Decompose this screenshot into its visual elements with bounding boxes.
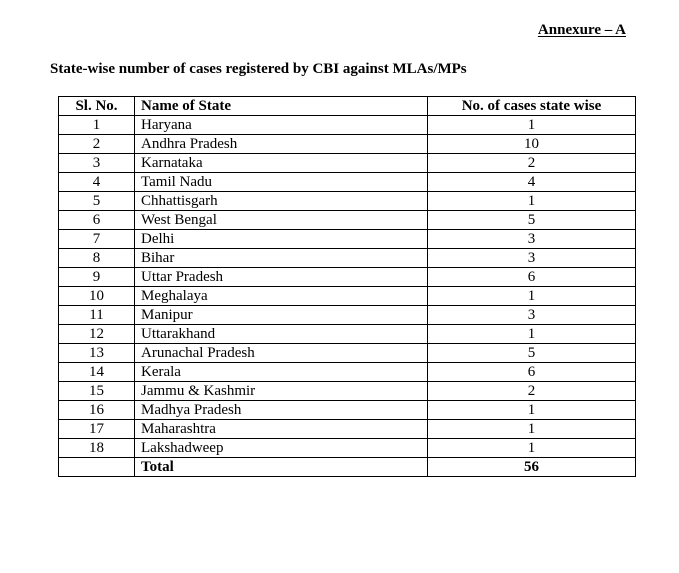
cell-sl-no: 4 bbox=[59, 173, 135, 192]
cell-sl-no: 13 bbox=[59, 344, 135, 363]
cell-cases: 10 bbox=[428, 135, 636, 154]
table-row bbox=[59, 249, 636, 268]
table-row bbox=[59, 287, 636, 306]
cell-cases: 6 bbox=[428, 363, 636, 382]
cell-state: Uttar Pradesh bbox=[135, 268, 428, 287]
cases-table bbox=[58, 96, 636, 477]
table-row bbox=[59, 344, 636, 363]
table-row bbox=[59, 173, 636, 192]
cell-cases: 6 bbox=[428, 268, 636, 287]
cell-sl-no: 7 bbox=[59, 230, 135, 249]
cell-cases: 1 bbox=[428, 439, 636, 458]
cell-state: Uttarakhand bbox=[135, 325, 428, 344]
cell-cases: 5 bbox=[428, 344, 636, 363]
cell-sl-no: 18 bbox=[59, 439, 135, 458]
cell-cases: 1 bbox=[428, 420, 636, 439]
cell-cases: 1 bbox=[428, 192, 636, 211]
table-row bbox=[59, 268, 636, 287]
cell-sl-no: 8 bbox=[59, 249, 135, 268]
table-row bbox=[59, 306, 636, 325]
cell-cases: 2 bbox=[428, 154, 636, 173]
cell-sl-no: 3 bbox=[59, 154, 135, 173]
total-value: 56 bbox=[428, 458, 636, 477]
table-row bbox=[59, 325, 636, 344]
cell-state: Bihar bbox=[135, 249, 428, 268]
cell-state: Chhattisgarh bbox=[135, 192, 428, 211]
cell-sl-no: 10 bbox=[59, 287, 135, 306]
cell-state: Lakshadweep bbox=[135, 439, 428, 458]
table-body bbox=[59, 116, 636, 458]
header-state: Name of State bbox=[135, 97, 428, 116]
cell-state: Andhra Pradesh bbox=[135, 135, 428, 154]
cell-cases: 4 bbox=[428, 173, 636, 192]
table-row bbox=[59, 439, 636, 458]
cell-state: Tamil Nadu bbox=[135, 173, 428, 192]
table-row bbox=[59, 135, 636, 154]
cell-state: Meghalaya bbox=[135, 287, 428, 306]
header-cases: No. of cases state wise bbox=[428, 97, 636, 116]
cell-cases: 2 bbox=[428, 382, 636, 401]
table-row bbox=[59, 363, 636, 382]
cell-sl-no: 15 bbox=[59, 382, 135, 401]
cell-state: Karnataka bbox=[135, 154, 428, 173]
total-sl-cell bbox=[59, 458, 135, 477]
cell-cases: 3 bbox=[428, 230, 636, 249]
total-row bbox=[59, 458, 636, 477]
table-row bbox=[59, 401, 636, 420]
cell-state: Manipur bbox=[135, 306, 428, 325]
cell-cases: 1 bbox=[428, 401, 636, 420]
table-row bbox=[59, 420, 636, 439]
annexure-label: Annexure – A bbox=[537, 22, 626, 38]
cell-sl-no: 17 bbox=[59, 420, 135, 439]
header-sl-no: Sl. No. bbox=[59, 97, 135, 116]
cell-state: Haryana bbox=[135, 116, 428, 135]
cell-sl-no: 5 bbox=[59, 192, 135, 211]
table-row bbox=[59, 116, 636, 135]
cell-sl-no: 12 bbox=[59, 325, 135, 344]
cell-sl-no: 16 bbox=[59, 401, 135, 420]
cell-state: Maharashtra bbox=[135, 420, 428, 439]
document-title: State-wise number of cases registered by CBI against MLAs/MPs bbox=[50, 61, 467, 77]
table-row bbox=[59, 230, 636, 249]
total-label: Total bbox=[135, 458, 428, 477]
table-row bbox=[59, 154, 636, 173]
cell-cases: 5 bbox=[428, 211, 636, 230]
table-row bbox=[59, 211, 636, 230]
cell-cases: 1 bbox=[428, 325, 636, 344]
cell-cases: 3 bbox=[428, 249, 636, 268]
cell-state: Jammu & Kashmir bbox=[135, 382, 428, 401]
cell-state: Delhi bbox=[135, 230, 428, 249]
cell-state: West Bengal bbox=[135, 211, 428, 230]
cell-state: Madhya Pradesh bbox=[135, 401, 428, 420]
cell-state: Arunachal Pradesh bbox=[135, 344, 428, 363]
cell-sl-no: 9 bbox=[59, 268, 135, 287]
cell-sl-no: 14 bbox=[59, 363, 135, 382]
cell-sl-no: 1 bbox=[59, 116, 135, 135]
cell-cases: 3 bbox=[428, 306, 636, 325]
cell-cases: 1 bbox=[428, 287, 636, 306]
cell-cases: 1 bbox=[428, 116, 636, 135]
table-row bbox=[59, 192, 636, 211]
cell-sl-no: 2 bbox=[59, 135, 135, 154]
table-header-row bbox=[59, 97, 636, 116]
cell-sl-no: 11 bbox=[59, 306, 135, 325]
cell-sl-no: 6 bbox=[59, 211, 135, 230]
table-row bbox=[59, 382, 636, 401]
cell-state: Kerala bbox=[135, 363, 428, 382]
